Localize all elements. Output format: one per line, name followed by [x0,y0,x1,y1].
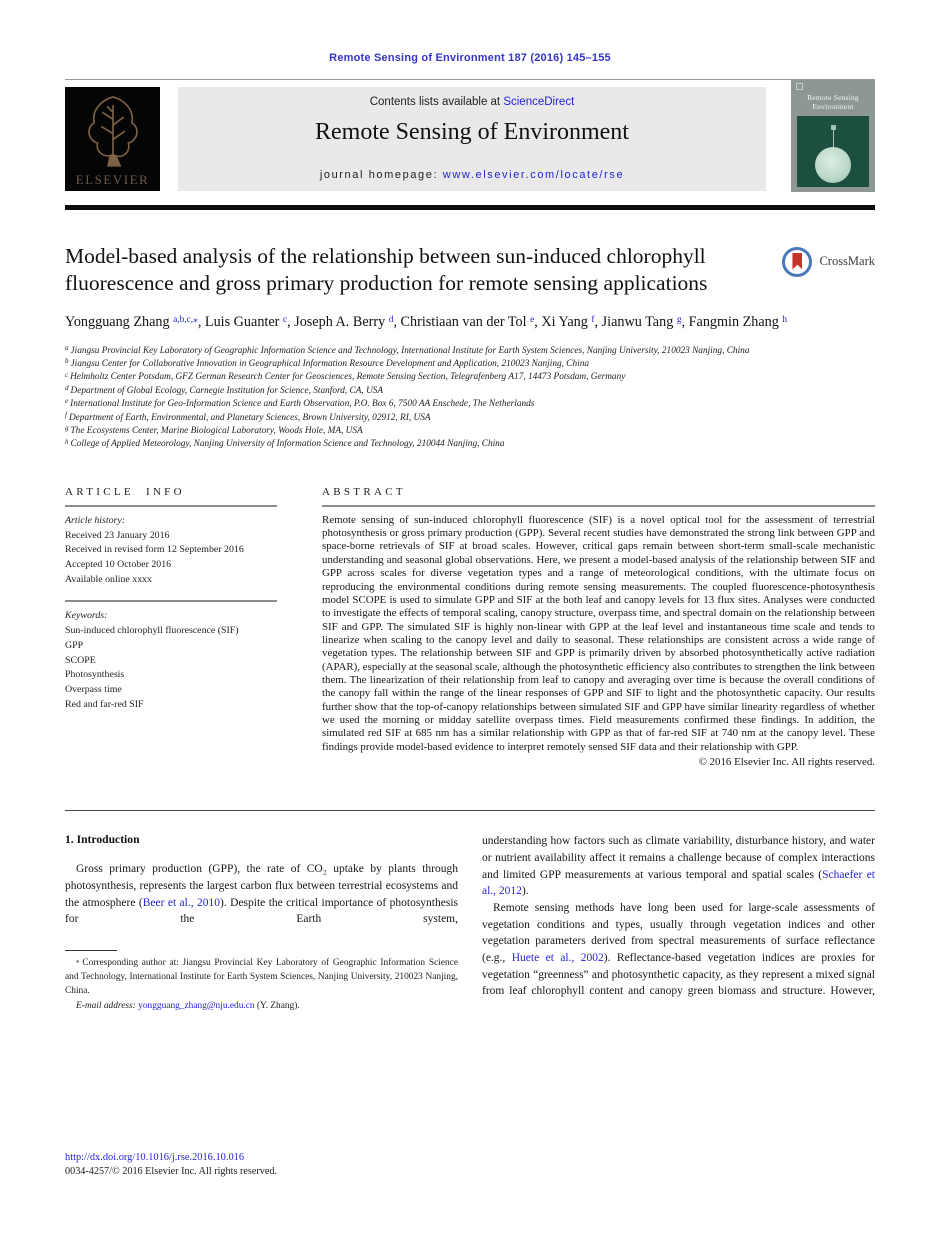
body-paragraph [482,833,875,900]
abstract-text: Remote sensing of sun-induced chlorophyll fluorescence (SIF) is a novel optical tool for the assessment of terrestrial photosynthesis or gross primary production (GPP). Several recent studies have demonstrated the strong link between GPP and space-borne retrievals of SIF at broad scales. However, critical gaps remain between short-term small-scale mechanistic understanding and seasonal global observations. Here, we present a model-based analysis of the relationship between SIF and GPP across scales for diverse vegetation types and a range of meteorological conditions, with the ultimate focus on reproducing the environmental conditions during remote sensing measurements. The coupled fluorescence-photosynthesis model SCOPE is used to simulate GPP and SIF at the both leaf and canopy levels for 13 flux sites. Analyses were conducted to investigate the effects of temporal scaling, canopy structure, overpass time, and spectral domain on the relationship between SIF and GPP. The simulated SIF is highly non-linear with GPP at the leaf level and instantaneous time scale and tends to linearize when scaling to the canopy level and daily to seasonal. These relationships are consistent across a wide range of vegetation types. The relationship between SIF and GPP is primarily driven by absorbed photosynthetically active radiation (APAR), especially at the seasonal scale, although the photosynthetic efficiency also contributes to strengthen the link between them. The linearization of their relationship from leaf to canopy and averaging over time is because the overall conditions of the canopy fall within the range of the linear responses of GPP and SIF to light and the photosynthetic capacity. Our results further show that the top-of-canopy relationships between simulated SIF and GPP have similar linearity regardless of whether we used the morning or midday satellite overpass times. Field measurements confirmed these findings. In addition, the simulated red SIF at 685 nm has a similar relationship with GPP as that of far-red SIF at 740 nm at the canopy level. These findings provide model-based evidence to interpret remotely sensed SIF data and their relationship with GPP. [322,513,875,753]
inline-link: c [282,314,288,325]
keyword-item: Sun-induced chlorophyll fluorescence (SIF) [65,624,239,636]
journal-banner [178,87,766,191]
history-item: Accepted 10 October 2016 [65,559,172,571]
body-column-left [65,833,458,1013]
email-link[interactable]: yongguang_zhang@nju.edu.cn [138,1001,255,1012]
affiliation-item [65,425,875,438]
text-segment: , Joseph A. Berry [287,313,389,330]
history-item: Received 23 January 2016 [65,529,170,541]
affiliation-item [65,385,875,398]
inline-link: h [782,314,788,325]
citation-link-huete-2002[interactable]: Huete et al., 2002 [511,951,604,964]
abstract-panel [322,486,875,768]
divider [322,505,875,507]
sciencedirect-link[interactable]: ScienceDirect [503,96,575,108]
text-segment: (Y. Zhang). [254,1001,300,1012]
affiliation-item [65,412,875,425]
keyword-item: Overpass time [65,684,122,696]
elsevier-logo [65,87,160,191]
homepage-line [178,169,766,181]
affiliation-list [65,345,875,452]
affiliation-sup: c [65,370,69,379]
cover-title-line2: Environment [812,101,854,111]
text-segment: Remote sensing methods have long been used for large-scale assessments of vegetation conditions and types, usually through vegetation indices and other vegetation parameters derived from spectral measurements of surface reflectance (e.g., [482,901,875,964]
text-segment: Corresponding author at: Jiangsu Provincial Key Laboratory of Geographic Information Science and Technology, International Institute for Earth System Sciences, Nanjing University, 210023 Nanjing, China. [65,957,458,997]
text-segment: Yongguang Zhang [65,313,174,330]
keyword-item: GPP [65,639,84,651]
crossmark-ribbon-icon [792,253,802,270]
journal-title: Remote Sensing of Environment [315,119,629,145]
affiliation-sup: d [65,384,69,393]
doi-link[interactable]: http://dx.doi.org/10.1016/j.rse.2016.10.016 [65,1152,245,1163]
affiliation-text: The Ecosystems Center, Marine Biological Laboratory, Woods Hole, MA, USA [70,425,363,436]
inline-link: g [676,314,682,325]
footnote-divider [65,950,117,951]
journal-header-banner [65,87,875,199]
cover-title [797,94,869,111]
citation-header: Remote Sensing of Environment 187 (2016) 145–155 [329,52,611,64]
affiliation-sup: g [65,424,69,433]
text-segment: ). [521,885,529,898]
footnote-email-line [65,999,458,1013]
homepage-prefix: journal homepage: [319,169,443,181]
affiliation-text: Jiangsu Center for Collaborative Innovation in Geographical Information Resource Development and Application, 210023 Nanjing, China [70,359,590,370]
text-segment: ). Despite the critical importance of photosynthesis for the Earth system, [65,896,458,926]
header-black-rule [65,205,875,210]
cover-mini-logo-icon [796,83,803,90]
crossmark-label: CrossMark [819,254,875,268]
body-paragraph [65,861,458,928]
keyword-item: SCOPE [65,654,96,666]
keyword-item: Red and far-red SIF [65,699,144,711]
footnote-text [65,956,458,998]
article-history-label: Article history: [65,514,126,526]
text-segment: ). Reflectance-based vegetation indices are proxies for vegetation “greenness” and photosynthetic capacity, as they represent a mixed signal from leaf chlorophyll content and canopy green biomass and structure. However, [482,951,876,998]
abstract-heading: ABSTRACT [322,485,406,498]
affiliation-text: Helmholtz Center Potsdam, GFZ German Research Center for Geosciences, Remote Sensing Section, Telegrafenberg A17, 14473 Potsdam, Germany [70,372,626,383]
affiliation-item [65,438,875,451]
article-info-panel [65,486,277,768]
affiliation-sup: e [65,397,69,406]
affiliation-item [65,371,875,384]
cover-title-line1: Remote Sensing [807,93,859,102]
contents-prefix: Contents lists available at [369,96,504,108]
text-segment: Gross primary production (GPP), the rate of CO₂ uptake by plants through photosynthesis, represents the largest carbon flux between terrestrial ecosystems and the atmosphere ( [65,863,458,909]
affiliation-item [65,358,875,371]
footnote [65,950,458,1013]
affiliation-sup: b [65,357,69,366]
affiliation-sup: f [65,410,67,419]
inline-link: d [388,314,394,325]
text-segment: understanding how factors such as climate variability, disturbance history, and water or nutrient availability affect it remains a challenge because of complex interactions and limited GPP measurements at various temporal and spatial scales ( [482,835,875,881]
text-segment: , Fangmin Zhang [681,313,783,330]
article-info-heading: ARTICLE INFO [65,485,185,498]
cover-graphic [797,116,869,187]
contents-line [178,87,766,108]
divider [65,505,277,507]
text-segment: ⁎ [76,957,83,965]
affiliation-item [65,398,875,411]
citation-link-beer-2010[interactable]: Beer et al., 2010 [142,896,221,909]
keywords-label: Keywords: [65,610,108,621]
affiliation-text: Jiangsu Provincial Key Laboratory of Geographic Information Science and Technology, International Institute for Earth System Sciences, Nanjing University, 210023 Nanjing, China [70,345,750,356]
body-column-right [482,833,875,1013]
copyright-line: © 2016 Elsevier Inc. All rights reserved. [698,756,875,769]
text-segment: , Christiaan van der Tol [393,313,531,330]
cover-sphere-icon [815,147,851,183]
keyword-item: Photosynthesis [65,669,125,681]
affiliation-text: International Institute for Geo-Information Science and Earth Observation, P.O. Box 6, 7500 AA Enschede, The Netherlands [70,399,535,410]
authors-line [65,313,795,332]
divider [65,600,277,602]
text-segment: E-mail address: [76,1001,139,1012]
affiliation-text: Department of Earth, Environmental, and Planetary Sciences, Brown University, 02912, RI, USA [68,412,431,423]
issn-copyright-line: 0034-4257/© 2016 Elsevier Inc. All rights reserved. [65,1166,278,1177]
elsevier-wordmark: ELSEVIER [75,172,150,187]
section-title: 1. Introduction [65,833,140,847]
body-paragraph [482,900,875,1000]
article-title: Model-based analysis of the relationship between sun-induced chlorophyll fluorescence and gross primary production for remote sensing applications [65,243,708,296]
text-segment: , Xi Yang [534,313,592,330]
crossmark-badge[interactable] [782,247,875,277]
affiliation-item [65,345,875,358]
top-divider [65,79,875,80]
homepage-link[interactable]: www.elsevier.com/locate/rse [442,169,625,181]
affiliation-text: Department of Global Ecology, Carnegie Institution for Science, Stanford, CA, USA [70,385,384,396]
affiliation-sup: a [65,343,69,352]
elsevier-tree-icon [77,91,149,169]
inline-link: a,b,c,⁎ [173,314,198,325]
journal-cover-thumbnail [791,80,875,192]
history-item: Available online xxxx [65,574,153,586]
crossmark-icon [782,247,812,277]
affiliation-sup: h [65,437,69,446]
inline-link: f [591,314,595,325]
text-segment: , Jianwu Tang [594,313,677,330]
history-item: Received in revised form 12 September 2016 [65,544,244,556]
citation-link-schaefer-2012[interactable]: Schaefer et al., 2012 [482,868,876,898]
inline-link: e [530,314,535,325]
page-footer [65,1152,277,1177]
section-divider [65,810,875,811]
text-segment: , Luis Guanter [197,313,283,330]
affiliation-text: College of Applied Meteorology, Nanjing University of Information Science and Technology, 210044 Nanjing, China [70,439,505,450]
